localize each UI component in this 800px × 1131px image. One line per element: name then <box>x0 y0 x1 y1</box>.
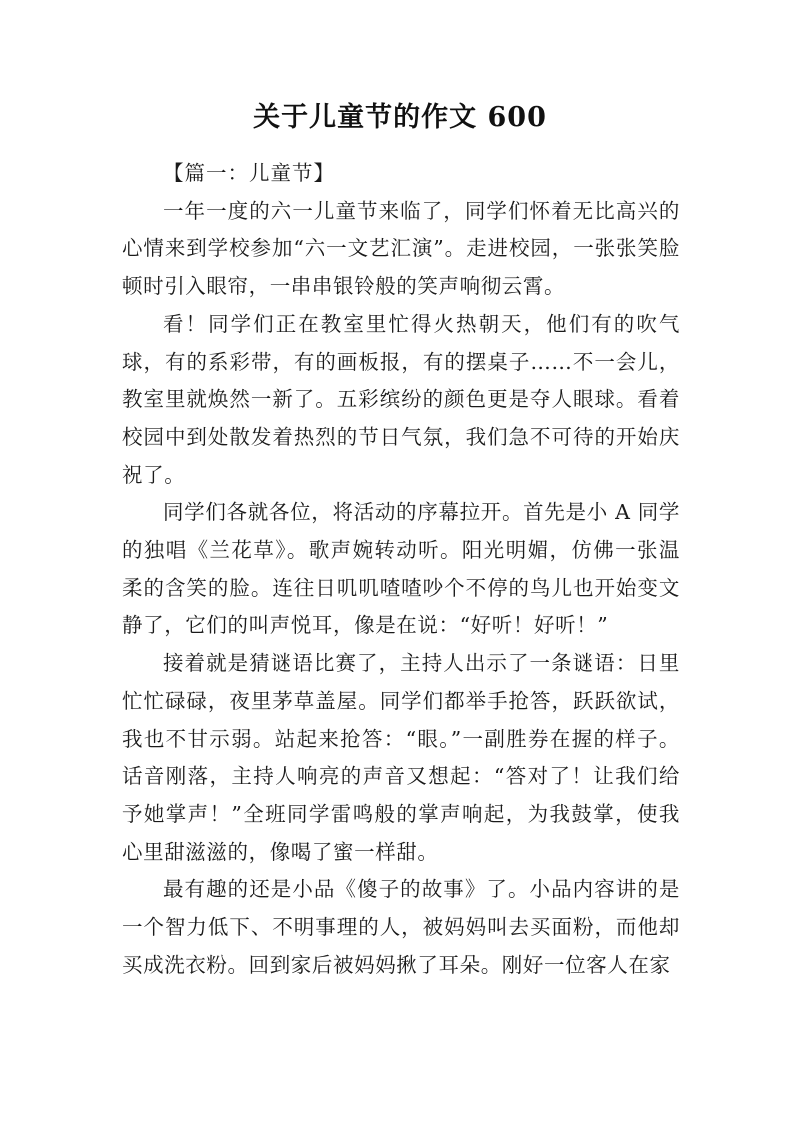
paragraph-3: 同学们各就各位，将活动的序幕拉开。首先是小 A 同学的独唱《兰花草》。歌声婉转动听。阳光明媚，仿佛一张温柔的含笑的脸。连往日叽叽喳喳吵个不停的鸟儿也开始变文静了，它们的叫声悦耳，像是在说：“好听！好听！” <box>122 500 680 638</box>
paragraph-4: 接着就是猜谜语比赛了，主持人出示了一条谜语：日里忙忙碌碌，夜里茅草盖屋。同学们都举手抢答，跃跃欲试，我也不甘示弱。站起来抢答：“眼。”一副胜券在握的样子。话音刚落，主持人响亮的声音又想起：“答对了！让我们给予她掌声！”全班同学雷鸣般的掌声响起，为我鼓掌，使我心里甜滋滋的，像喝了蜜一样甜。 <box>122 651 680 864</box>
document-title: 关于儿童节的作文 600 <box>253 102 547 133</box>
section-heading: 【篇一：儿童节】 <box>163 161 335 185</box>
paragraph-2: 看！同学们正在教室里忙得火热朝天，他们有的吹气球，有的系彩带，有的画板报，有的摆桌子……不一会儿，教室里就焕然一新了。五彩缤纷的颜色更是夺人眼球。看着校园中到处散发着热烈的节日气氛，我们急不可待的开始庆祝了。 <box>122 311 680 487</box>
document-body <box>122 155 680 984</box>
paragraph-1: 一年一度的六一儿童节来临了，同学们怀着无比高兴的心情来到学校参加“六一文艺汇演”。走进校园，一张张笑脸顿时引入眼帘，一串串银铃般的笑声响彻云霄。 <box>122 198 680 299</box>
paragraph-5: 最有趣的还是小品《傻子的故事》了。小品内容讲的是一个智力低下、不明事理的人，被妈妈叫去买面粉，而他却买成洗衣粉。回到家后被妈妈揪了耳朵。刚好一位客人在家 <box>122 877 680 977</box>
